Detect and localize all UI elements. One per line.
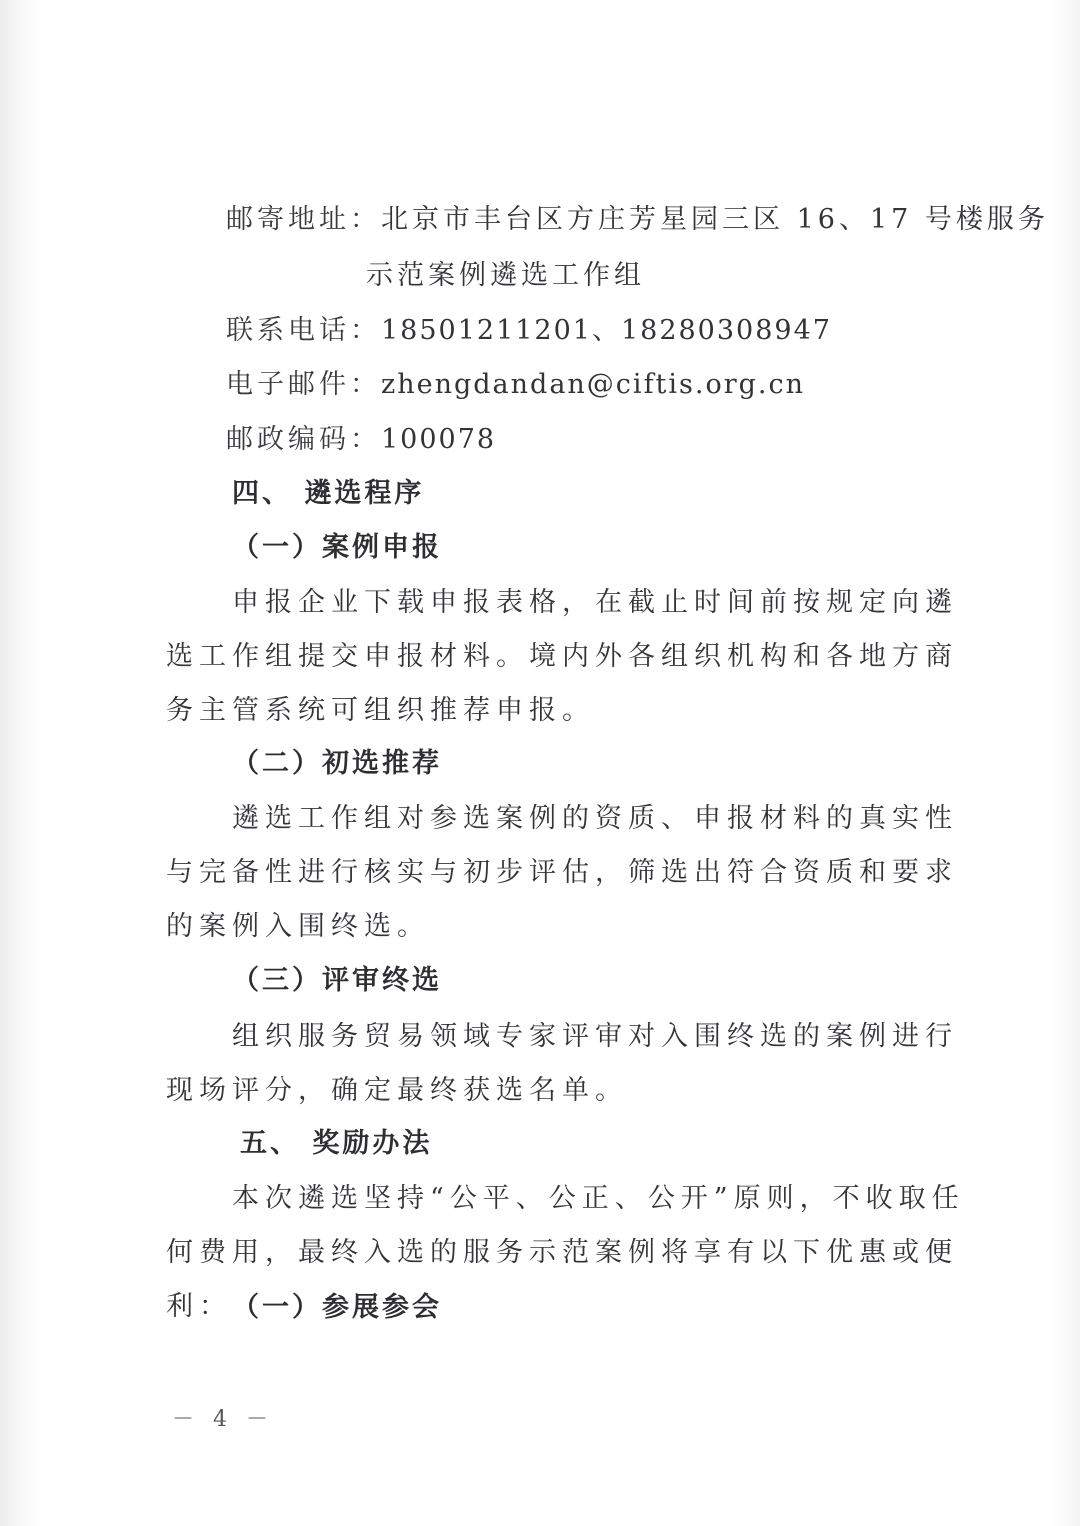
email-row	[226, 367, 805, 403]
section-4-sub3-paragraph: 组织服务贸易领域专家评审对入围终选的案例进行现场评分，确定最终获选名单。	[166, 1021, 958, 1106]
section-5-title: 五、 奖励办法	[240, 1128, 433, 1159]
section-4-sub1-paragraph: 申报企业下载申报表格，在截止时间前按规定向遴选工作组提交申报材料。境内外各组织机构和各地方商务主管系统可组织推荐申报。	[166, 587, 958, 726]
address-line-2: 示范案例遴选工作组	[366, 260, 645, 291]
section-4-sub3-title: （三）评审终选	[232, 965, 442, 996]
email-label: 电子邮件：	[226, 369, 381, 400]
phone-value: 18501211201、18280308947	[381, 315, 832, 346]
address-label: 邮寄地址：	[226, 204, 381, 235]
page-number: － 4 －	[172, 1407, 274, 1432]
address-row	[226, 202, 1049, 238]
postcode-label: 邮政编码：	[226, 424, 381, 455]
email-value: zhengdandan@ciftis.org.cn	[381, 369, 806, 400]
phone-row	[226, 313, 832, 349]
phone-label: 联系电话：	[226, 315, 381, 346]
section-5-paragraph: 本次遴选坚持“公平、公正、公开”原则，不收取任何费用，最终入选的服务示范案例将享有以下优惠或便利：	[166, 1183, 965, 1322]
postcode-value: 100078	[381, 424, 497, 455]
section-5-sub1-title: （一）参展参会	[232, 1292, 442, 1323]
section-4-sub1-title: （一）案例申报	[232, 532, 442, 563]
postcode-row	[226, 422, 496, 458]
section-4-sub2-paragraph: 遴选工作组对参选案例的资质、申报材料的真实性与完备性进行核实与初步评估，筛选出符合资质和要求的案例入围终选。	[166, 803, 958, 942]
section-4-title: 四、 遴选程序	[232, 478, 425, 509]
address-line-1: 北京市丰台区方庄芳星园三区 16、17 号楼服务	[381, 204, 1049, 235]
section-4-sub2-title: （二）初选推荐	[232, 748, 442, 779]
